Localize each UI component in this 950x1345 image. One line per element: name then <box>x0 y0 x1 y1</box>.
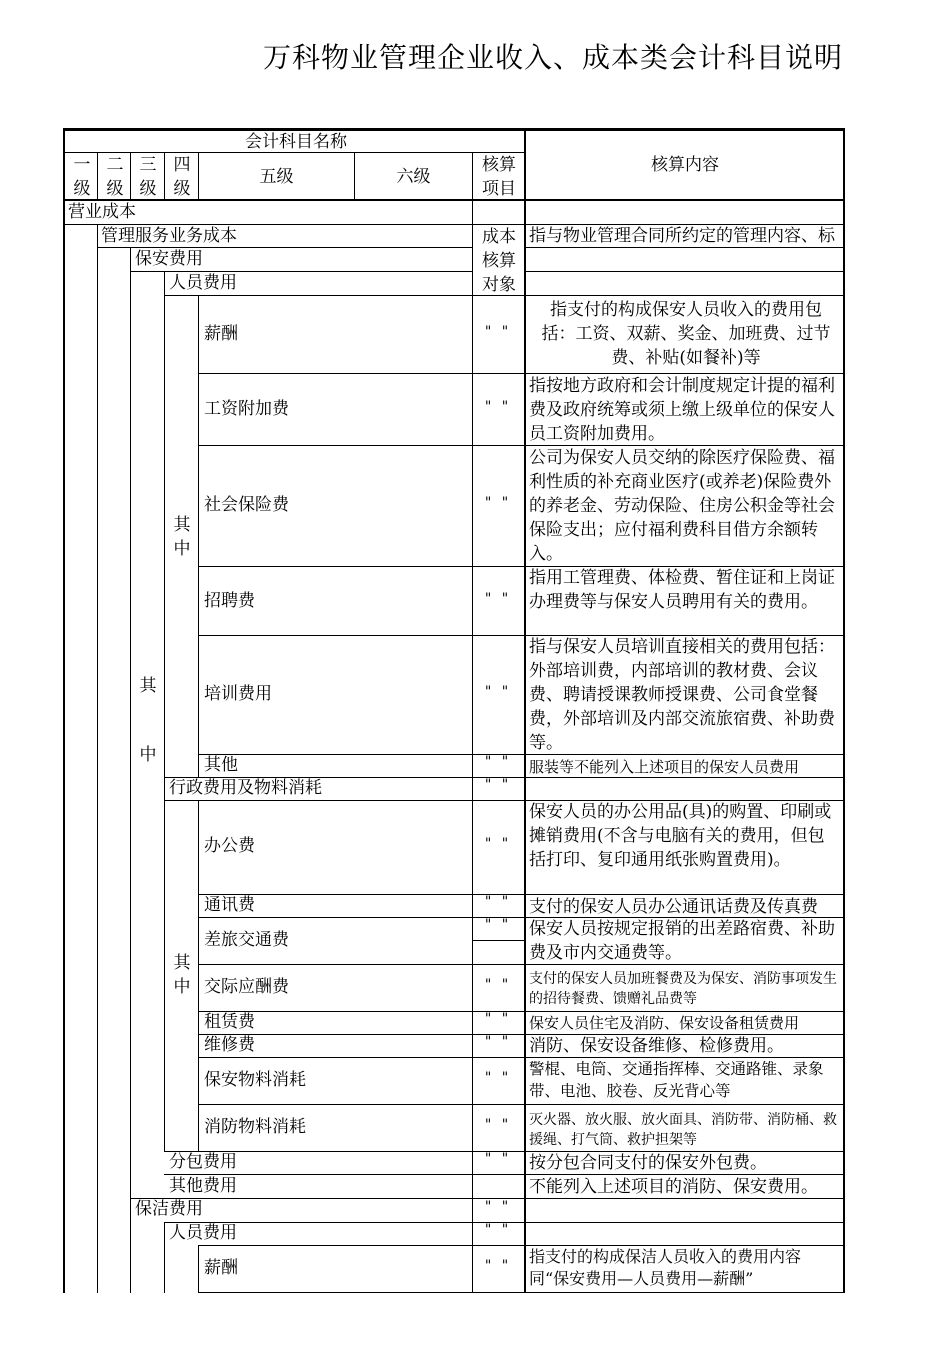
desc-cleaning-salary: 指支付的构成保洁人员收入的费用内容同“保安费用—人员费用—薪酬” <box>529 1247 802 1288</box>
header-account-name: 会计科目名称 <box>245 132 347 152</box>
qi-label: 其 <box>139 676 157 696</box>
table-border-right <box>843 128 845 1293</box>
row-social-insurance: 社会保险费 <box>204 495 289 515</box>
row-recruiting: 招聘费 <box>204 591 255 611</box>
desc-office: 保安人员的办公用品(具)的购置、印刷或摊销费用(不含与电脑有关的费用，但包括打印、复印通用纸张购置费用)。 <box>529 802 832 870</box>
desc-travel: 保安人员按规定报销的出差路宿费、补助费及市内交通费等。 <box>529 919 835 963</box>
ditto-mark: " " <box>484 777 512 793</box>
row-security-fee: 保安费用 <box>135 249 203 269</box>
ditto-mark: " " <box>484 324 512 340</box>
ditto-mark: " " <box>484 1070 512 1086</box>
ditto-mark: " " <box>484 754 512 770</box>
ditto-mark: " " <box>484 1034 512 1050</box>
desc-training: 指与保安人员培训直接相关的费用包括：外部培训费，内部培训的教材费、会议费、聘请授课教师授课费、公司食堂餐费，外部培训及内部交流旅宿费、补助费等。 <box>529 637 835 753</box>
ditto-mark: " " <box>484 1222 512 1238</box>
row-subcontract: 分包费用 <box>169 1152 237 1172</box>
ditto-mark: " " <box>484 917 512 933</box>
ditto-mark: " " <box>484 1258 512 1274</box>
row-admin-materials: 行政费用及物料消耗 <box>169 778 322 798</box>
ditto-mark: " " <box>484 1117 512 1133</box>
row-operating-cost: 营业成本 <box>68 202 136 222</box>
row-wage-addon: 工资附加费 <box>204 399 289 419</box>
ditto-mark: " " <box>484 684 512 700</box>
desc-wage-addon: 指按地方政府和会计制度规定计提的福利费及政府统筹或须上缴上级单位的保安人员工资附加费用。 <box>529 376 835 444</box>
ditto-mark: " " <box>484 977 512 993</box>
row-office: 办公费 <box>204 836 255 856</box>
desc-entertainment: 支付的保安人员加班餐费及为保安、消防事项发生的招待餐费、馈赠礼品费等 <box>529 971 837 1007</box>
ditto-mark: " " <box>484 836 512 852</box>
header-level-6: 六级 <box>396 167 431 187</box>
ditto-mark: " " <box>484 1151 512 1167</box>
row-cleaning-personnel: 人员费用 <box>169 1223 237 1243</box>
row-training: 培训费用 <box>204 684 272 704</box>
page-title: 万科物业管理企业收入、成本类会计科目说明 <box>263 41 844 74</box>
header-level-2: 二级 <box>106 155 124 199</box>
row-other: 其他 <box>204 755 238 775</box>
desc-subcontract: 按分包合同支付的保安外包费。 <box>529 1153 767 1173</box>
header-level-4: 四级 <box>173 155 191 199</box>
header-level-3: 三级 <box>139 155 157 199</box>
calc-item-cost-object: 成本核算对象 <box>482 227 516 295</box>
row-personnel-fee: 人员费用 <box>169 273 237 293</box>
ditto-mark: " " <box>484 399 512 415</box>
header-level-5: 五级 <box>259 167 294 187</box>
row-fire-materials: 消防物料消耗 <box>204 1117 306 1137</box>
desc-recruiting: 指用工管理费、体检费、暂住证和上岗证办理费等与保安人员聘用有关的费用。 <box>529 568 835 612</box>
desc-repair: 消防、保安设备维修、检修费用。 <box>529 1036 784 1056</box>
desc-other: 服装等不能列入上述项目的保安人员费用 <box>529 758 800 776</box>
ditto-mark: " " <box>484 1199 512 1215</box>
ditto-mark: " " <box>484 591 512 607</box>
row-travel: 差旅交通费 <box>204 930 289 950</box>
header-calc-content: 核算内容 <box>651 155 719 175</box>
header-level-1: 一级 <box>73 155 91 199</box>
row-salary: 薪酬 <box>204 324 238 344</box>
qizhong-label-1: 其中 <box>173 515 191 559</box>
row-rent: 租赁费 <box>204 1012 255 1032</box>
row-security-materials: 保安物料消耗 <box>204 1070 306 1090</box>
desc-salary: 指支付的构成保安人员收入的费用包括：工资、双薪、奖金、加班费、过节费、补贴(如餐补)等 <box>541 300 831 368</box>
desc-rent: 保安人员住宅及消防、保安设备租赁费用 <box>529 1014 800 1032</box>
ditto-mark: " " <box>484 894 512 910</box>
row-other-fees: 其他费用 <box>169 1176 237 1196</box>
row-repair: 维修费 <box>204 1035 255 1055</box>
desc-other-fees: 不能列入上述项目的消防、保安费用。 <box>529 1177 818 1197</box>
qizhong-label-2: 其中 <box>173 953 191 997</box>
header-calc-item: 核算项目 <box>482 155 516 199</box>
desc-fire-materials: 灭火器、放火服、放火面具、消防带、消防桶、救援绳、打气筒、救护担架等 <box>529 1112 837 1148</box>
row-mgmt-service-cost: 管理服务业务成本 <box>101 226 237 246</box>
row-telecom: 通讯费 <box>204 895 255 915</box>
row-cleaning-salary: 薪酬 <box>204 1258 238 1278</box>
desc-social-insurance: 公司为保安人员交纳的除医疗保险费、福利性质的补充商业医疗(或养老)保险费外的养老金、劳动保险、住房公积金等社会保险支出；应付福利费科目借方余额转入。 <box>529 448 835 564</box>
zhong-label: 中 <box>139 745 157 765</box>
desc-security-materials: 警棍、电筒、交通指挥棒、交通路锥、录象带、电池、胶卷、反光背心等 <box>529 1060 824 1100</box>
table-border-left <box>63 128 65 1293</box>
desc-telecom: 支付的保安人员办公通讯话费及传真费 <box>529 897 818 917</box>
row-mgmt-service-desc: 指与物业管理合同所约定的管理内容、标 <box>529 226 835 246</box>
row-entertainment: 交际应酬费 <box>204 977 289 997</box>
row-cleaning-fee: 保洁费用 <box>135 1199 203 1219</box>
ditto-mark: " " <box>484 1011 512 1027</box>
ditto-mark: " " <box>484 495 512 511</box>
